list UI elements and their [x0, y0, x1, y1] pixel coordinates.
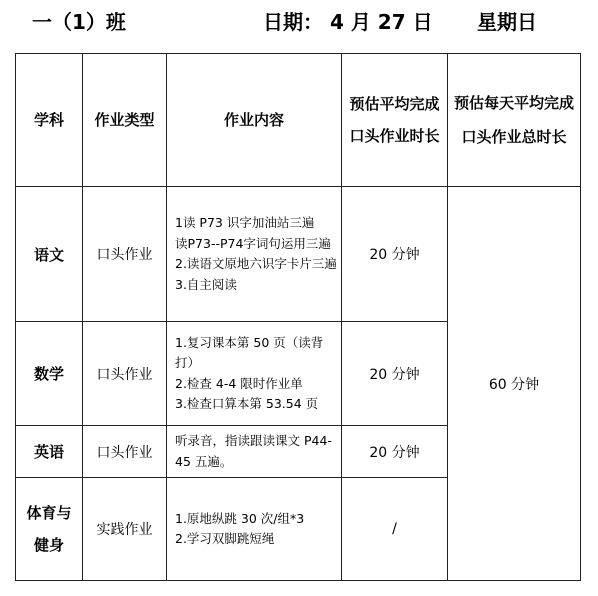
- header-content: 作业内容: [167, 54, 342, 187]
- time-cell: 20 分钟: [342, 322, 448, 426]
- type-cell: 口头作业: [83, 187, 167, 322]
- header-avg-time: 预估平均完成口头作业时长: [342, 54, 448, 187]
- content-cell: [167, 187, 342, 322]
- content-line: 3.自主阅读: [175, 276, 237, 292]
- time-cell: /: [342, 478, 448, 581]
- header-daily-total: 预估每天平均完成口头作业总时长: [448, 54, 581, 187]
- table-header-row: [16, 54, 581, 187]
- weekday-text: 星期日: [477, 10, 537, 34]
- table-row: [16, 187, 581, 322]
- subject-english: 英语: [16, 426, 83, 478]
- content-line: 1.复习课本第 50 页（读背打）: [175, 334, 324, 370]
- content-cell: [167, 478, 342, 581]
- content-line: 2.读语文原地六识字卡片三遍: [175, 256, 337, 271]
- subject-math: 数学: [16, 322, 83, 426]
- content-line: 2.检查 4-4 限时作业单: [175, 375, 303, 391]
- content-cell: [167, 322, 342, 426]
- date-text: 日期： 4 月 27 日: [263, 10, 433, 34]
- type-cell: 口头作业: [83, 322, 167, 426]
- header-type: 作业类型: [83, 54, 167, 187]
- content-cell: [167, 426, 342, 478]
- class-name: 一（1）班: [32, 10, 126, 34]
- page-header: [0, 6, 598, 38]
- type-cell: 口头作业: [83, 426, 167, 478]
- content-line: 3.检查口算本第 53.54 页: [175, 396, 319, 411]
- content-line: 读P73--P74字词句运用三遍: [175, 235, 331, 251]
- content-line: 1.原地纵跳 30 次/组*3: [175, 510, 305, 526]
- content-line: 1读 P73 识字加油站三遍: [175, 215, 315, 230]
- subject-chinese: 语文: [16, 187, 83, 322]
- time-cell: 20 分钟: [342, 426, 448, 478]
- subject-pe: 体育与健身: [16, 478, 83, 581]
- daily-total-cell: 60 分钟: [448, 187, 581, 581]
- type-cell: 实践作业: [83, 478, 167, 581]
- content-line: 听录音，指读跟读课文 P44-45 五遍。: [175, 433, 332, 469]
- header-subject: 学科: [16, 54, 83, 187]
- content-line: 2.学习双脚跳短绳: [175, 531, 275, 546]
- homework-table: [15, 53, 581, 581]
- time-cell: 20 分钟: [342, 187, 448, 322]
